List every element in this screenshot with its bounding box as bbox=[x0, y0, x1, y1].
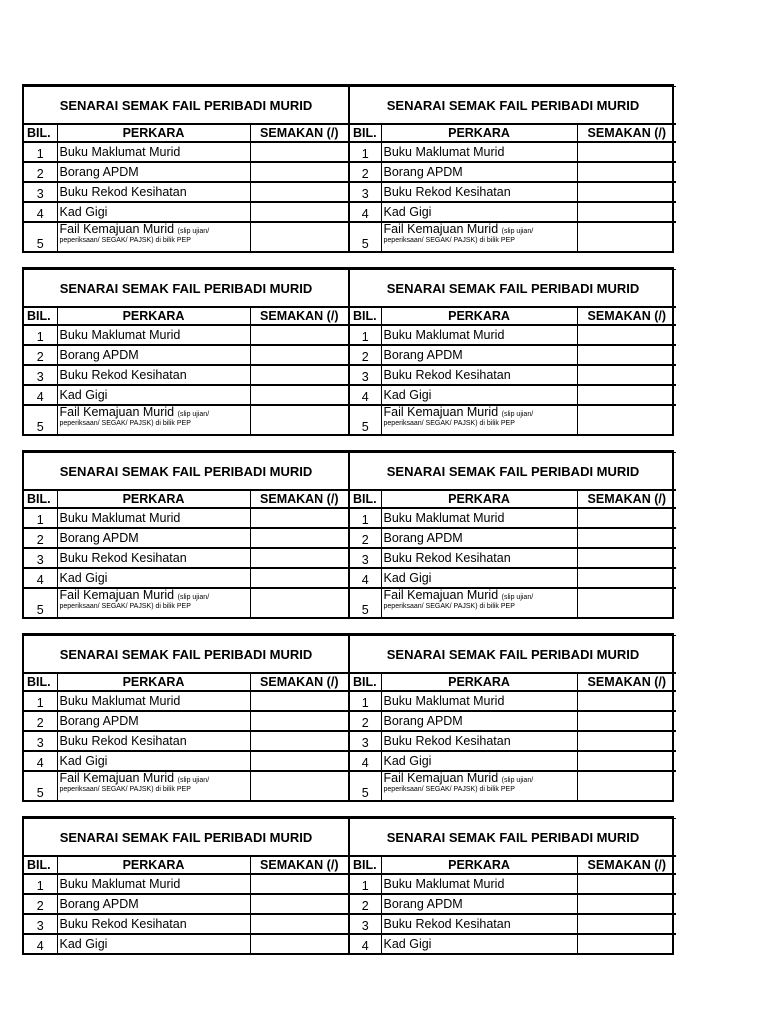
item-note: peperiksaan/ SEGAK/ PAJSK) di bilik PEP bbox=[383, 420, 515, 427]
table-row bbox=[24, 751, 676, 771]
item-number: 5 bbox=[349, 588, 381, 617]
item-number: 4 bbox=[24, 385, 57, 405]
table-row bbox=[24, 771, 676, 800]
item-label: Buku Rekod Kesihatan bbox=[381, 182, 577, 202]
item-label: Buku Maklumat Murid bbox=[57, 325, 250, 345]
item-label: Kad Gigi bbox=[57, 934, 250, 953]
column-header-perkara: PERKARA bbox=[381, 673, 577, 691]
item-note: (slip ujian/ bbox=[501, 594, 534, 601]
item-label bbox=[57, 405, 250, 434]
checklist-block bbox=[22, 450, 674, 619]
semakan-checkbox-cell[interactable] bbox=[250, 528, 349, 548]
item-note: peperiksaan/ SEGAK/ PAJSK) di bilik PEP bbox=[59, 603, 191, 610]
semakan-checkbox-cell[interactable] bbox=[577, 731, 676, 751]
item-number: 5 bbox=[349, 405, 381, 434]
item-number: 4 bbox=[349, 385, 381, 405]
item-number: 1 bbox=[24, 142, 57, 162]
item-label: Buku Maklumat Murid bbox=[381, 325, 577, 345]
item-label-text: Fail Kemajuan Murid bbox=[383, 771, 499, 785]
item-note: (slip ujian/ bbox=[177, 411, 210, 418]
item-label-text: Fail Kemajuan Murid bbox=[59, 588, 175, 602]
semakan-checkbox-cell[interactable] bbox=[577, 528, 676, 548]
item-label: Kad Gigi bbox=[381, 751, 577, 771]
item-label: Buku Rekod Kesihatan bbox=[57, 731, 250, 751]
item-label: Buku Rekod Kesihatan bbox=[57, 914, 250, 934]
table-row bbox=[24, 548, 676, 568]
semakan-checkbox-cell[interactable] bbox=[577, 934, 676, 953]
item-label bbox=[57, 588, 250, 617]
column-header-bil: BIL. bbox=[349, 490, 381, 508]
semakan-checkbox-cell[interactable] bbox=[250, 588, 349, 617]
item-label: Buku Rekod Kesihatan bbox=[381, 365, 577, 385]
item-note: peperiksaan/ SEGAK/ PAJSK) di bilik PEP bbox=[59, 786, 191, 793]
item-note: (slip ujian/ bbox=[177, 228, 210, 235]
item-note: (slip ujian/ bbox=[177, 777, 210, 784]
item-note: (slip ujian/ bbox=[501, 777, 534, 784]
item-number: 3 bbox=[24, 365, 57, 385]
item-number: 5 bbox=[24, 222, 57, 251]
item-label: Borang APDM bbox=[381, 894, 577, 914]
checklist-title: SENARAI SEMAK FAIL PERIBADI MURID bbox=[24, 636, 349, 674]
checklist-block bbox=[22, 267, 674, 436]
item-number: 5 bbox=[349, 771, 381, 800]
item-number: 3 bbox=[349, 548, 381, 568]
table-row bbox=[24, 731, 676, 751]
semakan-checkbox-cell[interactable] bbox=[250, 894, 349, 914]
item-label: Borang APDM bbox=[57, 528, 250, 548]
checklist-title: SENARAI SEMAK FAIL PERIBADI MURID bbox=[24, 270, 349, 308]
item-label: Kad Gigi bbox=[57, 568, 250, 588]
item-label: Buku Maklumat Murid bbox=[381, 691, 577, 711]
item-label: Borang APDM bbox=[381, 528, 577, 548]
table-row bbox=[24, 405, 676, 434]
semakan-checkbox-cell[interactable] bbox=[250, 751, 349, 771]
column-header-semakan: SEMAKAN (/) bbox=[577, 124, 676, 142]
item-number: 1 bbox=[349, 691, 381, 711]
semakan-checkbox-cell[interactable] bbox=[577, 588, 676, 617]
semakan-checkbox-cell[interactable] bbox=[250, 325, 349, 345]
column-header-semakan: SEMAKAN (/) bbox=[250, 307, 349, 325]
table-row bbox=[24, 894, 676, 914]
column-header-bil: BIL. bbox=[24, 856, 57, 874]
semakan-checkbox-cell[interactable] bbox=[577, 365, 676, 385]
item-label: Kad Gigi bbox=[381, 934, 577, 953]
item-label: Borang APDM bbox=[57, 162, 250, 182]
item-label-text: Fail Kemajuan Murid bbox=[383, 405, 499, 419]
item-label: Borang APDM bbox=[381, 345, 577, 365]
semakan-checkbox-cell[interactable] bbox=[250, 771, 349, 800]
semakan-checkbox-cell[interactable] bbox=[250, 142, 349, 162]
semakan-checkbox-cell[interactable] bbox=[250, 405, 349, 434]
item-note: peperiksaan/ SEGAK/ PAJSK) di bilik PEP bbox=[383, 603, 515, 610]
table-row bbox=[24, 182, 676, 202]
item-label: Borang APDM bbox=[57, 711, 250, 731]
column-header-bil: BIL. bbox=[349, 307, 381, 325]
table-row bbox=[24, 874, 676, 894]
semakan-checkbox-cell[interactable] bbox=[250, 548, 349, 568]
item-number: 5 bbox=[349, 222, 381, 251]
item-label-text: Fail Kemajuan Murid bbox=[383, 588, 499, 602]
column-header-perkara: PERKARA bbox=[381, 124, 577, 142]
item-number: 3 bbox=[349, 365, 381, 385]
column-header-semakan: SEMAKAN (/) bbox=[250, 856, 349, 874]
item-label: Buku Rekod Kesihatan bbox=[57, 182, 250, 202]
column-header-bil: BIL. bbox=[349, 124, 381, 142]
column-header-semakan: SEMAKAN (/) bbox=[577, 490, 676, 508]
semakan-checkbox-cell[interactable] bbox=[250, 365, 349, 385]
item-label bbox=[57, 771, 250, 800]
item-number: 4 bbox=[24, 202, 57, 222]
semakan-checkbox-cell[interactable] bbox=[250, 202, 349, 222]
checklist-block bbox=[22, 816, 674, 955]
column-header-bil: BIL. bbox=[24, 124, 57, 142]
semakan-checkbox-cell[interactable] bbox=[577, 345, 676, 365]
column-header-bil: BIL. bbox=[24, 490, 57, 508]
item-number: 5 bbox=[24, 588, 57, 617]
item-number: 2 bbox=[349, 711, 381, 731]
item-number: 1 bbox=[24, 508, 57, 528]
table-row bbox=[24, 345, 676, 365]
table-row bbox=[24, 202, 676, 222]
item-label: Buku Maklumat Murid bbox=[57, 874, 250, 894]
item-number: 4 bbox=[349, 934, 381, 953]
table-row bbox=[24, 508, 676, 528]
item-number: 3 bbox=[24, 731, 57, 751]
item-number: 1 bbox=[349, 508, 381, 528]
semakan-checkbox-cell[interactable] bbox=[577, 385, 676, 405]
semakan-checkbox-cell[interactable] bbox=[577, 142, 676, 162]
semakan-checkbox-cell[interactable] bbox=[577, 182, 676, 202]
item-label: Buku Maklumat Murid bbox=[381, 508, 577, 528]
item-label bbox=[381, 588, 577, 617]
item-number: 2 bbox=[24, 345, 57, 365]
item-number: 1 bbox=[349, 325, 381, 345]
checklist-title: SENARAI SEMAK FAIL PERIBADI MURID bbox=[24, 453, 349, 491]
item-number: 4 bbox=[349, 751, 381, 771]
semakan-checkbox-cell[interactable] bbox=[577, 711, 676, 731]
item-number: 5 bbox=[24, 771, 57, 800]
semakan-checkbox-cell[interactable] bbox=[250, 222, 349, 251]
semakan-checkbox-cell[interactable] bbox=[577, 771, 676, 800]
checklist-title: SENARAI SEMAK FAIL PERIBADI MURID bbox=[349, 819, 676, 857]
item-number: 2 bbox=[24, 162, 57, 182]
semakan-checkbox-cell[interactable] bbox=[577, 751, 676, 771]
item-number: 4 bbox=[24, 751, 57, 771]
semakan-checkbox-cell[interactable] bbox=[577, 202, 676, 222]
checklist-title: SENARAI SEMAK FAIL PERIBADI MURID bbox=[349, 87, 676, 125]
table-row bbox=[24, 325, 676, 345]
semakan-checkbox-cell[interactable] bbox=[577, 691, 676, 711]
semakan-checkbox-cell[interactable] bbox=[577, 894, 676, 914]
semakan-checkbox-cell[interactable] bbox=[577, 222, 676, 251]
column-header-perkara: PERKARA bbox=[57, 490, 250, 508]
column-header-bil: BIL. bbox=[24, 307, 57, 325]
item-number: 1 bbox=[24, 874, 57, 894]
item-note: (slip ujian/ bbox=[501, 411, 534, 418]
column-header-bil: BIL. bbox=[349, 856, 381, 874]
table-row bbox=[24, 222, 676, 251]
checklist-title: SENARAI SEMAK FAIL PERIBADI MURID bbox=[349, 453, 676, 491]
item-number: 5 bbox=[24, 405, 57, 434]
column-header-perkara: PERKARA bbox=[57, 307, 250, 325]
item-number: 2 bbox=[24, 894, 57, 914]
item-label bbox=[381, 222, 577, 251]
semakan-checkbox-cell[interactable] bbox=[250, 385, 349, 405]
item-label: Buku Rekod Kesihatan bbox=[57, 548, 250, 568]
semakan-checkbox-cell[interactable] bbox=[250, 691, 349, 711]
item-label: Kad Gigi bbox=[57, 385, 250, 405]
item-label-text: Fail Kemajuan Murid bbox=[383, 222, 499, 236]
item-number: 3 bbox=[24, 548, 57, 568]
column-header-semakan: SEMAKAN (/) bbox=[250, 490, 349, 508]
semakan-checkbox-cell[interactable] bbox=[250, 182, 349, 202]
item-label: Buku Maklumat Murid bbox=[57, 691, 250, 711]
item-label bbox=[381, 771, 577, 800]
item-label: Borang APDM bbox=[381, 711, 577, 731]
table-row bbox=[24, 914, 676, 934]
item-number: 1 bbox=[24, 325, 57, 345]
item-label: Kad Gigi bbox=[381, 568, 577, 588]
table-row bbox=[24, 711, 676, 731]
semakan-checkbox-cell[interactable] bbox=[250, 731, 349, 751]
item-number: 3 bbox=[24, 182, 57, 202]
table-row bbox=[24, 365, 676, 385]
column-header-bil: BIL. bbox=[349, 673, 381, 691]
semakan-checkbox-cell[interactable] bbox=[250, 874, 349, 894]
item-label: Buku Rekod Kesihatan bbox=[381, 548, 577, 568]
item-number: 3 bbox=[349, 914, 381, 934]
item-number: 1 bbox=[349, 142, 381, 162]
item-note: (slip ujian/ bbox=[501, 228, 534, 235]
item-label: Buku Rekod Kesihatan bbox=[381, 731, 577, 751]
table-row bbox=[24, 568, 676, 588]
item-label-text: Fail Kemajuan Murid bbox=[59, 405, 175, 419]
item-note: peperiksaan/ SEGAK/ PAJSK) di bilik PEP bbox=[59, 237, 191, 244]
column-header-perkara: PERKARA bbox=[57, 124, 250, 142]
item-note: peperiksaan/ SEGAK/ PAJSK) di bilik PEP bbox=[383, 786, 515, 793]
item-number: 3 bbox=[349, 182, 381, 202]
item-label: Buku Maklumat Murid bbox=[57, 142, 250, 162]
column-header-perkara: PERKARA bbox=[57, 673, 250, 691]
item-number: 3 bbox=[349, 731, 381, 751]
item-number: 4 bbox=[24, 568, 57, 588]
table-row bbox=[24, 934, 676, 953]
item-number: 4 bbox=[349, 568, 381, 588]
semakan-checkbox-cell[interactable] bbox=[577, 325, 676, 345]
table-row bbox=[24, 588, 676, 617]
semakan-checkbox-cell[interactable] bbox=[577, 874, 676, 894]
item-note: (slip ujian/ bbox=[177, 594, 210, 601]
checklist-title: SENARAI SEMAK FAIL PERIBADI MURID bbox=[24, 819, 349, 857]
column-header-semakan: SEMAKAN (/) bbox=[250, 124, 349, 142]
table-row bbox=[24, 162, 676, 182]
item-number: 2 bbox=[349, 345, 381, 365]
semakan-checkbox-cell[interactable] bbox=[250, 162, 349, 182]
table-row bbox=[24, 142, 676, 162]
semakan-checkbox-cell[interactable] bbox=[250, 508, 349, 528]
column-header-semakan: SEMAKAN (/) bbox=[250, 673, 349, 691]
semakan-checkbox-cell[interactable] bbox=[577, 405, 676, 434]
semakan-checkbox-cell[interactable] bbox=[250, 934, 349, 953]
item-number: 2 bbox=[349, 894, 381, 914]
item-note: peperiksaan/ SEGAK/ PAJSK) di bilik PEP bbox=[383, 237, 515, 244]
item-number: 4 bbox=[24, 934, 57, 953]
semakan-checkbox-cell[interactable] bbox=[250, 568, 349, 588]
item-number: 3 bbox=[24, 914, 57, 934]
semakan-checkbox-cell[interactable] bbox=[577, 568, 676, 588]
semakan-checkbox-cell[interactable] bbox=[250, 914, 349, 934]
item-label: Kad Gigi bbox=[381, 385, 577, 405]
item-label: Buku Maklumat Murid bbox=[381, 142, 577, 162]
item-label: Buku Rekod Kesihatan bbox=[381, 914, 577, 934]
item-number: 1 bbox=[349, 874, 381, 894]
table-row bbox=[24, 691, 676, 711]
semakan-checkbox-cell[interactable] bbox=[250, 345, 349, 365]
item-label: Buku Maklumat Murid bbox=[57, 508, 250, 528]
item-label: Borang APDM bbox=[57, 345, 250, 365]
table-row bbox=[24, 385, 676, 405]
item-label: Kad Gigi bbox=[57, 751, 250, 771]
item-number: 2 bbox=[349, 528, 381, 548]
semakan-checkbox-cell[interactable] bbox=[250, 711, 349, 731]
semakan-checkbox-cell[interactable] bbox=[577, 508, 676, 528]
checklist-block bbox=[22, 84, 674, 253]
item-label: Buku Maklumat Murid bbox=[381, 874, 577, 894]
item-label-text: Fail Kemajuan Murid bbox=[59, 222, 175, 236]
column-header-semakan: SEMAKAN (/) bbox=[577, 856, 676, 874]
item-label-text: Fail Kemajuan Murid bbox=[59, 771, 175, 785]
column-header-perkara: PERKARA bbox=[381, 856, 577, 874]
item-number: 1 bbox=[24, 691, 57, 711]
column-header-semakan: SEMAKAN (/) bbox=[577, 307, 676, 325]
table-row bbox=[24, 528, 676, 548]
column-header-perkara: PERKARA bbox=[57, 856, 250, 874]
item-label bbox=[381, 405, 577, 434]
item-label: Kad Gigi bbox=[57, 202, 250, 222]
item-number: 4 bbox=[349, 202, 381, 222]
column-header-semakan: SEMAKAN (/) bbox=[577, 673, 676, 691]
item-label: Kad Gigi bbox=[381, 202, 577, 222]
item-label: Borang APDM bbox=[57, 894, 250, 914]
item-number: 2 bbox=[24, 711, 57, 731]
item-number: 2 bbox=[349, 162, 381, 182]
item-label: Borang APDM bbox=[381, 162, 577, 182]
column-header-perkara: PERKARA bbox=[381, 490, 577, 508]
column-header-bil: BIL. bbox=[24, 673, 57, 691]
item-number: 2 bbox=[24, 528, 57, 548]
column-header-perkara: PERKARA bbox=[381, 307, 577, 325]
item-label bbox=[57, 222, 250, 251]
checklist-title: SENARAI SEMAK FAIL PERIBADI MURID bbox=[349, 636, 676, 674]
checklist-title: SENARAI SEMAK FAIL PERIBADI MURID bbox=[24, 87, 349, 125]
checklist-title: SENARAI SEMAK FAIL PERIBADI MURID bbox=[349, 270, 676, 308]
item-note: peperiksaan/ SEGAK/ PAJSK) di bilik PEP bbox=[59, 420, 191, 427]
semakan-checkbox-cell[interactable] bbox=[577, 548, 676, 568]
checklist-block bbox=[22, 633, 674, 802]
semakan-checkbox-cell[interactable] bbox=[577, 914, 676, 934]
semakan-checkbox-cell[interactable] bbox=[577, 162, 676, 182]
item-label: Buku Rekod Kesihatan bbox=[57, 365, 250, 385]
